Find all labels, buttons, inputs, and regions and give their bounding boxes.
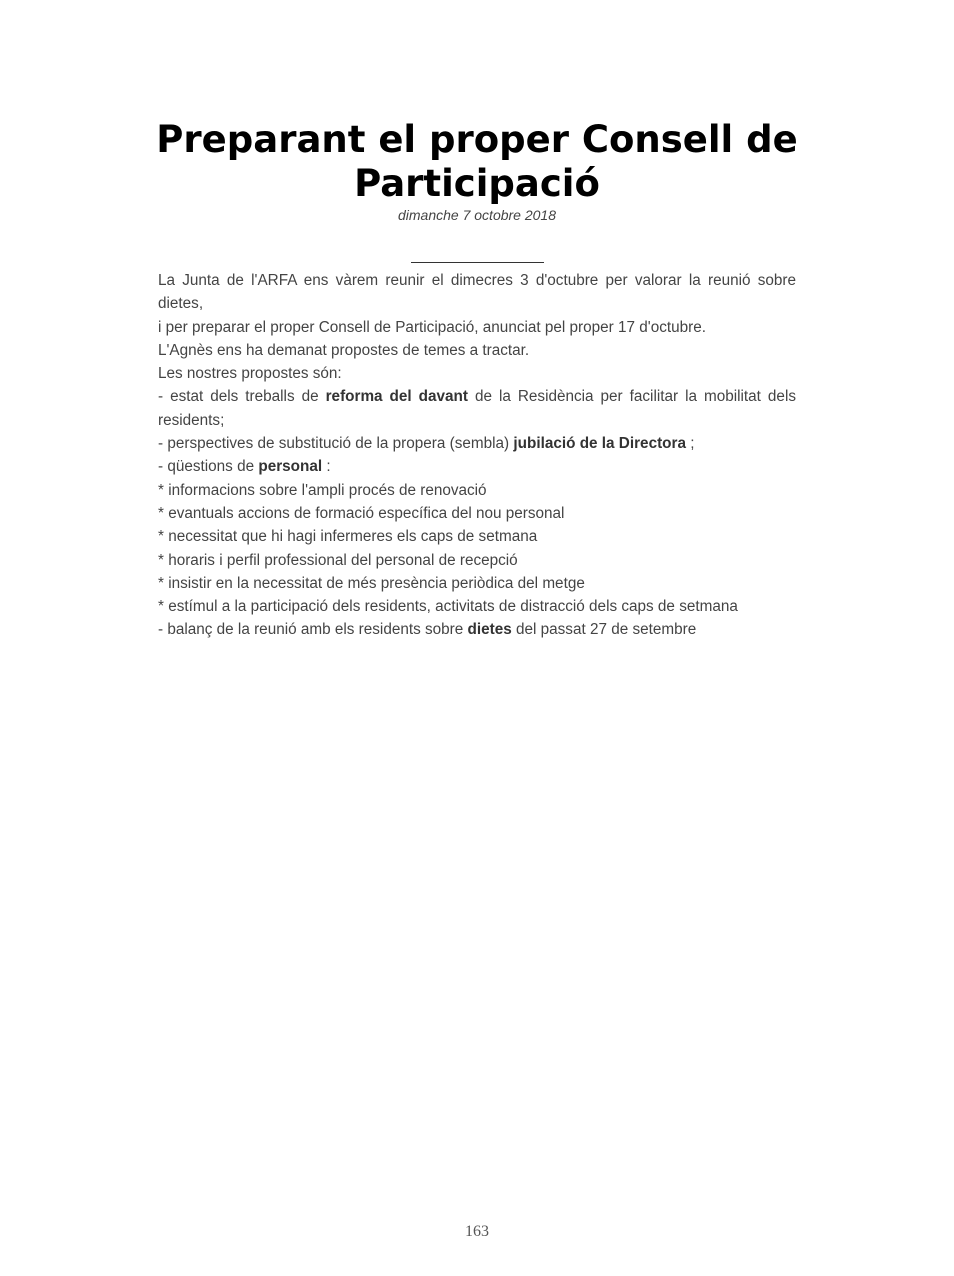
list-item-highlight: jubilació de la Directora [513,435,686,453]
list-item-text: ; [685,435,695,453]
paragraph-request: L'Agnès ens ha demanat propostes de temes a tractar. [158,341,530,359]
list-item-highlight: dietes [467,621,512,639]
list-item-text: - perspectives de substitució de la propera (sembla) [158,435,514,453]
title-separator [411,262,544,263]
sub-item-participacio: * estímul a la participació dels residents, activitats de distracció dels caps de setmana [158,598,738,616]
page-title-line-1: Preparant el proper Consell de [156,118,798,161]
list-item-highlight: reforma del davant [325,388,468,406]
sub-item-renovacio: * informacions sobre l'ampli procés de renovació [158,481,487,499]
list-item-personal [158,455,796,478]
paragraph-purpose: i per preparar el proper Consell de Participació, anunciat pel proper 17 d'octubre. [158,318,706,336]
list-item-text: del passat 27 de setembre [511,621,697,639]
post-date: dimanche 7 octobre 2018 [398,207,556,223]
list-item-reforma [158,385,796,432]
page-title-line-2: Participació [354,162,600,205]
list-item-highlight: personal [258,458,323,476]
list-item-text: - qüestions de [158,458,259,476]
paragraph-intro: La Junta de l'ARFA ens vàrem reunir el dimecres 3 d'octubre per valorar la reunió sobre dietes, [158,272,796,313]
list-item-jubilacio [158,432,796,455]
paragraph-proposals-heading: Les nostres propostes són: [158,365,342,383]
list-item-text: - balanç de la reunió amb els residents sobre [158,621,468,639]
article-body [158,269,796,642]
sub-item-infermeres: * necessitat que hi hagi infermeres els caps de setmana [158,528,538,546]
list-item-text: : [322,458,331,476]
sub-item-metge: * insistir en la necessitat de més presència periòdica del metge [158,574,585,592]
page-title [0,118,954,206]
sub-item-recepcio: * horaris i perfil professional del personal de recepció [158,551,518,569]
list-item-dietes [158,618,796,641]
list-item-text: - estat dels treballs de [158,388,326,406]
page-number: 163 [465,1223,489,1240]
sub-item-formacio: * evantuals accions de formació específica del nou personal [158,504,565,522]
list-item-text: de la Residència per facilitar la mobilitat dels residents; [158,388,796,429]
